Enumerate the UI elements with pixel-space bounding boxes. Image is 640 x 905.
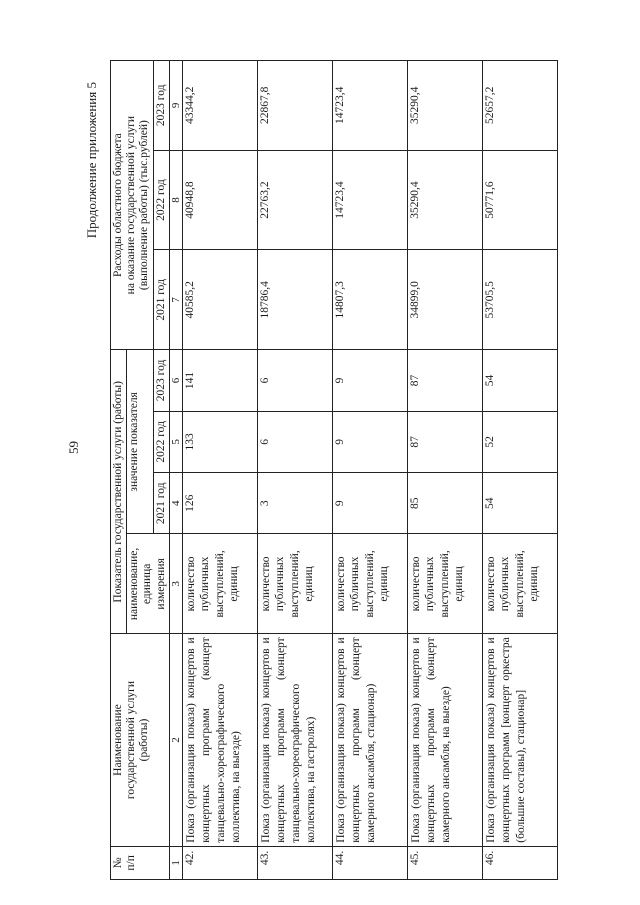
services-table (110, 60, 558, 880)
value-2022: 6 (257, 411, 332, 472)
expense-2023: 14723,4 (332, 61, 407, 151)
column-number: 9 (169, 61, 182, 151)
expense-2022: 35290,4 (407, 150, 482, 250)
expense-2023: 22867,8 (257, 61, 332, 151)
value-2023: 87 (407, 350, 482, 411)
header-indicator-group: Показатель государственной услуги (работы) (111, 350, 127, 634)
value-2022: 133 (182, 411, 257, 472)
column-number: 5 (169, 411, 182, 472)
table-row (407, 61, 482, 880)
value-2023: 141 (182, 350, 257, 411)
value-2022: 87 (407, 411, 482, 472)
column-number: 8 (169, 150, 182, 250)
row-number: 44. (332, 846, 407, 879)
expense-2021: 53705,5 (482, 250, 557, 350)
value-2023: 9 (332, 350, 407, 411)
header-value-year-2022: 2022 год (153, 411, 169, 472)
table-row (332, 61, 407, 880)
row-number: 43. (257, 846, 332, 879)
header-value-year-2021: 2021 год (153, 473, 169, 534)
header-service-name: Наименование государственной услуги (работы) (111, 634, 170, 846)
expense-2021: 14807,3 (332, 250, 407, 350)
appendix-continuation-note: Продолжение приложения 5 (84, 82, 99, 239)
landscape-page (86, 60, 586, 880)
table-row (482, 61, 557, 880)
value-2021: 126 (182, 473, 257, 534)
header-expense-year-2023: 2023 год (153, 61, 169, 151)
row-number: 45. (407, 846, 482, 879)
expense-2021: 18786,4 (257, 250, 332, 350)
expense-2022: 50771,6 (482, 150, 557, 250)
expense-2023: 43344,2 (182, 61, 257, 151)
service-name: Показ (организация показа) концертов и концертных программ (концерт танцевально-хореографического коллектива, на гастролях) (257, 634, 332, 846)
row-number: 46. (482, 846, 557, 879)
value-2022: 52 (482, 411, 557, 472)
indicator-unit: количество публичных выступлений, единиц (332, 534, 407, 634)
header-value-group: значение показателя (127, 350, 153, 534)
value-2021: 9 (332, 473, 407, 534)
value-2023: 54 (482, 350, 557, 411)
page-number-text: 59 (66, 441, 81, 454)
value-2022: 9 (332, 411, 407, 472)
indicator-unit: количество публичных выступлений, единиц (182, 534, 257, 634)
service-name: Показ (организация показа) концертов и концертных программ [концерт оркестра (большие составы), стационар] (482, 634, 557, 846)
indicator-unit: количество публичных выступлений, единиц (407, 534, 482, 634)
header-value-year-2023: 2023 год (153, 350, 169, 411)
header-expense-year-2021: 2021 год (153, 250, 169, 350)
value-2021: 3 (257, 473, 332, 534)
service-name: Показ (организация показа) концертов и концертных программ (концерт камерного ансамбля, на выезде) (407, 634, 482, 846)
expense-2021: 40585,2 (182, 250, 257, 350)
header-unit: наименование, единица измерения (127, 534, 170, 634)
value-2021: 54 (482, 473, 557, 534)
service-name: Показ (организация показа) концертов и концертных программ (концерт танцевально-хореографического коллектива, на выезде) (182, 634, 257, 846)
expense-2021: 34899,0 (407, 250, 482, 350)
table-row (257, 61, 332, 880)
service-name: Показ (организация показа) концертов и концертных программ (концерт камерного ансамбля, стационар) (332, 634, 407, 846)
value-2021: 85 (407, 473, 482, 534)
expense-2023: 52657,2 (482, 61, 557, 151)
column-number: 4 (169, 473, 182, 534)
indicator-unit: количество публичных выступлений, единиц (257, 534, 332, 634)
row-number: 42. (182, 846, 257, 879)
column-numbers-row (169, 61, 182, 880)
column-number: 6 (169, 350, 182, 411)
header-expense-year-2022: 2022 год (153, 150, 169, 250)
expense-2022: 40948,8 (182, 150, 257, 250)
value-2023: 6 (257, 350, 332, 411)
column-number: 3 (169, 534, 182, 634)
header-num: № п/п (111, 846, 170, 879)
expense-2022: 22763,2 (257, 150, 332, 250)
column-number: 2 (169, 634, 182, 846)
expense-2023: 35290,4 (407, 61, 482, 151)
table-row (182, 61, 257, 880)
expense-2022: 14723,4 (332, 150, 407, 250)
column-number: 1 (169, 846, 182, 879)
column-number: 7 (169, 250, 182, 350)
indicator-unit: количество публичных выступлений, единиц (482, 534, 557, 634)
header-expense-group: Расходы областного бюджета на оказание государственной услуги (выполнение работы) (тыс.рублей) (111, 61, 154, 350)
